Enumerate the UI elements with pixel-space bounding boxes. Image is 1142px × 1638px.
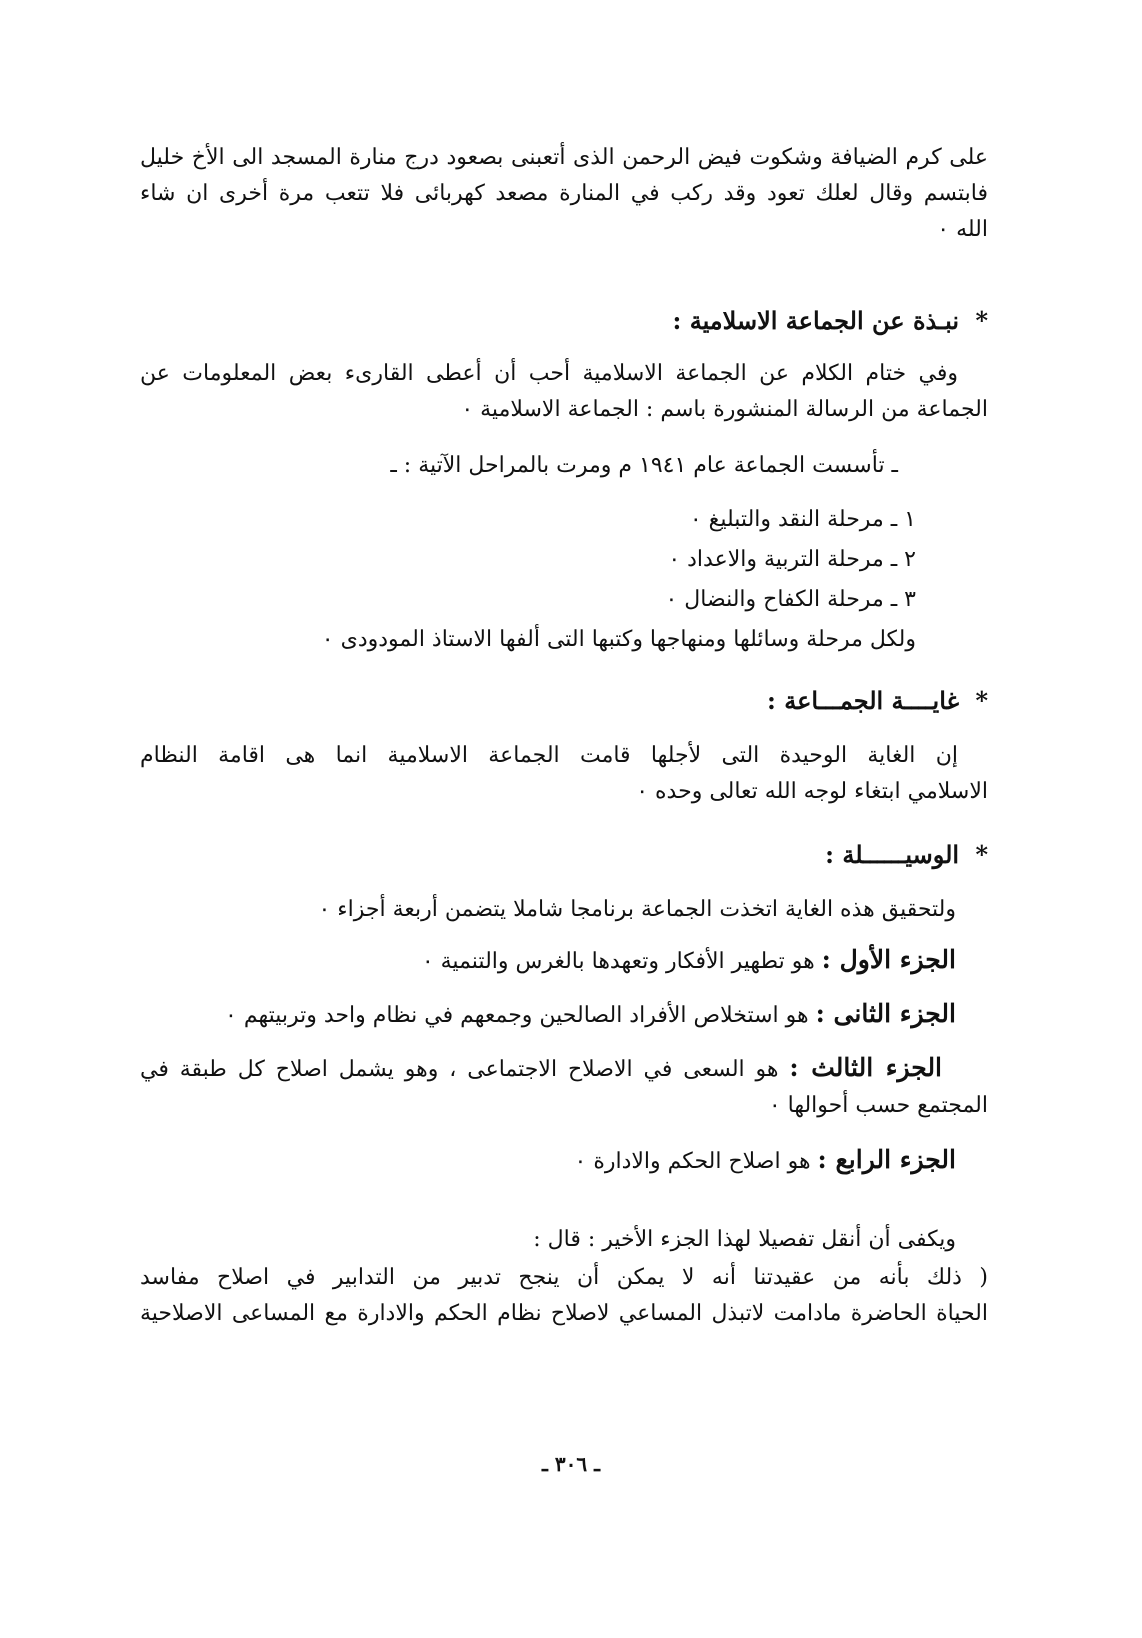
part-3-text: هو السعى في الاصلاح الاجتماعى ، وهو يشمل اصلاح كل طبقة في <box>140 1057 779 1082</box>
section-3-heading <box>825 840 988 869</box>
intro-line-1: على كرم الضيافة وشكوت فيض الرحمن الذى أتعبنى بصعود درج منارة المسجد الى الأخ خليل <box>140 145 988 170</box>
stages-closing: ولكل مرحلة وسائلها ومنهاجها وكتبها التى ألفها الاستاذ المودودى ٠ <box>321 627 916 652</box>
bullet-star: * <box>975 306 988 335</box>
part-4-text: هو اصلاح الحكم والادارة ٠ <box>574 1149 811 1174</box>
page-number: ـ ٣٠٦ ـ <box>542 1452 600 1476</box>
section-2-line-1: إن الغاية الوحيدة التى لأجلها قامت الجماعة الاسلامية انما هى اقامة النظام <box>140 743 958 768</box>
section-2-line-2: الاسلامي ابتغاء لوجه الله تعالى وحده ٠ <box>636 779 988 804</box>
section-1-line-2: الجماعة من الرسالة المنشورة باسم : الجماعة الاسلامية ٠ <box>461 397 988 422</box>
bullet-star: * <box>975 840 988 869</box>
section-2-heading <box>767 686 988 715</box>
section-3-intro: ولتحقيق هذه الغاية اتخذت الجماعة برنامجا شاملا يتضمن أربعة أجزاء ٠ <box>318 897 956 922</box>
intro-paragraph <box>140 140 988 248</box>
section-1-paragraph <box>140 356 988 428</box>
stage-1: ١ ـ مرحلة النقد والتبليغ ٠ <box>689 507 916 532</box>
part-4 <box>575 1142 957 1180</box>
section-1-heading <box>672 306 988 335</box>
part-3-line-1 <box>140 1050 988 1088</box>
quote-intro: ويكفى أن أنقل تفصيلا لهذا الجزء الأخير : قال : <box>533 1227 956 1252</box>
founding-line: ـ تأسست الجماعة عام ١٩٤١ م ومرت بالمراحل الآتية : ـ <box>390 453 898 478</box>
part-3-line-2: المجتمع حسب أحوالها ٠ <box>768 1093 988 1118</box>
stage-2: ٢ ـ مرحلة التربية والاعداد ٠ <box>668 547 916 572</box>
part-3 <box>140 1050 988 1124</box>
part-1-text: هو تطهير الأفكار وتعهدها بالغرس والتنمية ٠ <box>421 949 815 974</box>
part-4-label: الجزء الرابع : <box>817 1145 956 1174</box>
part-1-label: الجزء الأول : <box>821 945 956 974</box>
bullet-star: * <box>975 686 988 715</box>
part-1 <box>422 942 956 980</box>
quote-line-2: الحياة الحاضرة مادامت لاتبذل المساعي لاصلاح نظام الحكم والادارة مع المساعى الاصلاحية <box>140 1301 988 1326</box>
part-2-label: الجزء الثانى : <box>815 999 956 1028</box>
intro-line-2: فابتسم وقال لعلك تعود وقد ركب في المنارة مصعد كهربائى فلا تتعب مرة أخرى ان شاء <box>140 181 988 206</box>
quote-paragraph <box>140 1260 988 1332</box>
quote-line-1: ( ذلك بأنه من عقيدتنا أنه لا يمكن أن ينجح تدبير من التدابير في اصلاح مفاسد <box>140 1265 988 1290</box>
section-2-paragraph <box>140 738 988 810</box>
stage-3: ٣ ـ مرحلة الكفاح والنضال ٠ <box>665 587 916 612</box>
section-1-title: نبـذة عن الجماعة الاسلامية : <box>672 306 960 335</box>
part-2 <box>225 996 956 1034</box>
section-3-title: الوسيــــــلة : <box>825 840 960 869</box>
section-2-title: غايــــة الجمـــاعة : <box>767 686 960 715</box>
intro-line-3: الله ٠ <box>937 217 988 242</box>
part-3-label: الجزء الثالث : <box>789 1053 943 1082</box>
part-2-text: هو استخلاص الأفراد الصالحين وجمعهم في نظام واحد وتربيتهم ٠ <box>225 1003 809 1028</box>
section-1-line-1: وفي ختام الكلام عن الجماعة الاسلامية أحب أن أعطى القارىء بعض المعلومات عن <box>140 361 958 386</box>
